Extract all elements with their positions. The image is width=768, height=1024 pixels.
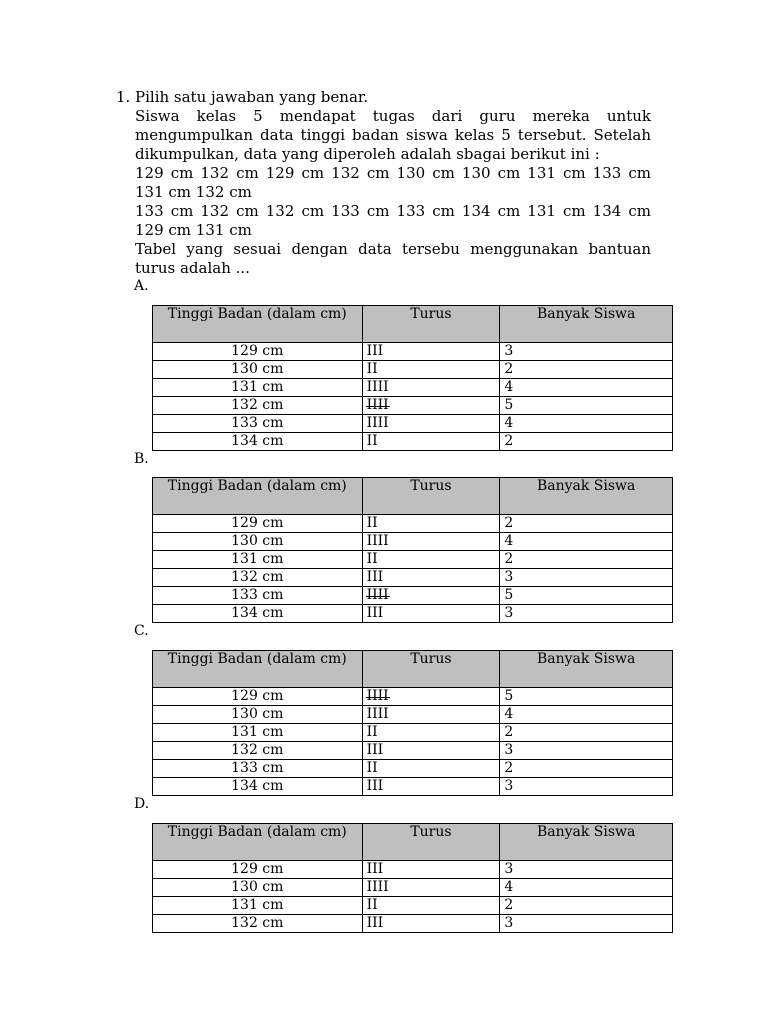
count-cell: 2 bbox=[500, 515, 673, 533]
tally-mark: III bbox=[366, 861, 384, 877]
data-line-1: 129 cm 132 cm 129 cm 132 cm 130 cm 130 cm 131 cm 133 cm bbox=[135, 164, 651, 182]
count-cell: 3 bbox=[500, 915, 673, 933]
tally-five-mark: IIII bbox=[366, 587, 389, 603]
tally-five-mark: IIII bbox=[366, 397, 389, 413]
option-b-label[interactable]: B. bbox=[134, 451, 149, 467]
count-cell: 4 bbox=[500, 533, 673, 551]
header-count: Banyak Siswa bbox=[500, 306, 673, 343]
table-row bbox=[153, 706, 673, 724]
tally-mark: III bbox=[366, 778, 384, 794]
height-cell: 130 cm bbox=[153, 361, 363, 379]
option-d-label[interactable]: D. bbox=[134, 796, 150, 812]
tally-mark: III bbox=[366, 605, 384, 621]
table-row bbox=[153, 605, 673, 623]
tally-cell bbox=[362, 551, 500, 569]
option-a-label[interactable]: A. bbox=[134, 278, 149, 294]
tally-cell bbox=[362, 861, 500, 879]
table-row bbox=[153, 742, 673, 760]
table-row bbox=[153, 515, 673, 533]
header-tally: Turus bbox=[362, 824, 500, 861]
count-cell: 4 bbox=[500, 706, 673, 724]
tally-cell bbox=[362, 688, 500, 706]
height-cell: 133 cm bbox=[153, 415, 363, 433]
table-row bbox=[153, 897, 673, 915]
tally-mark: II bbox=[366, 515, 378, 531]
option-b-table bbox=[152, 477, 673, 623]
table-row bbox=[153, 587, 673, 605]
data-line-4: 129 cm 131 cm bbox=[135, 221, 252, 239]
header-count: Banyak Siswa bbox=[500, 651, 673, 688]
tally-cell bbox=[362, 879, 500, 897]
height-cell: 133 cm bbox=[153, 760, 363, 778]
tally-mark: III bbox=[366, 569, 384, 585]
height-cell: 132 cm bbox=[153, 569, 363, 587]
question-number: 1. bbox=[116, 88, 131, 106]
count-cell: 3 bbox=[500, 569, 673, 587]
count-cell: 2 bbox=[500, 551, 673, 569]
option-a-table bbox=[152, 305, 673, 451]
count-cell: 2 bbox=[500, 760, 673, 778]
option-c-label[interactable]: C. bbox=[134, 623, 149, 639]
count-cell: 5 bbox=[500, 587, 673, 605]
count-cell: 4 bbox=[500, 879, 673, 897]
tally-mark: IIII bbox=[366, 533, 389, 549]
height-cell: 134 cm bbox=[153, 433, 363, 451]
table-row bbox=[153, 433, 673, 451]
count-cell: 2 bbox=[500, 361, 673, 379]
tally-cell bbox=[362, 343, 500, 361]
tally-mark: III bbox=[366, 915, 384, 931]
height-cell: 134 cm bbox=[153, 605, 363, 623]
height-cell: 129 cm bbox=[153, 861, 363, 879]
height-cell: 132 cm bbox=[153, 397, 363, 415]
table-row bbox=[153, 551, 673, 569]
tally-cell bbox=[362, 587, 500, 605]
tally-mark: IIII bbox=[366, 706, 389, 722]
height-cell: 131 cm bbox=[153, 551, 363, 569]
tally-cell bbox=[362, 397, 500, 415]
tally-mark: II bbox=[366, 724, 378, 740]
tally-mark: IIII bbox=[366, 879, 389, 895]
height-cell: 130 cm bbox=[153, 706, 363, 724]
header-tally: Turus bbox=[362, 651, 500, 688]
tally-mark: III bbox=[366, 343, 384, 359]
tally-cell bbox=[362, 760, 500, 778]
count-cell: 2 bbox=[500, 724, 673, 742]
tally-cell bbox=[362, 706, 500, 724]
option-d-table bbox=[152, 823, 673, 933]
question-text bbox=[135, 88, 651, 278]
prompt-line-2: turus adalah ... bbox=[135, 259, 250, 277]
table-row bbox=[153, 724, 673, 742]
count-cell: 5 bbox=[500, 397, 673, 415]
table-row bbox=[153, 397, 673, 415]
question-instruction: Pilih satu jawaban yang benar. bbox=[135, 88, 369, 106]
prompt-line-1: Tabel yang sesuai dengan data tersebu menggunakan bantuan bbox=[135, 240, 651, 258]
table-row bbox=[153, 343, 673, 361]
height-cell: 131 cm bbox=[153, 724, 363, 742]
tally-mark: II bbox=[366, 361, 378, 377]
count-cell: 3 bbox=[500, 742, 673, 760]
table-row bbox=[153, 778, 673, 796]
tally-cell bbox=[362, 361, 500, 379]
height-cell: 129 cm bbox=[153, 343, 363, 361]
tally-cell bbox=[362, 915, 500, 933]
header-height: Tinggi Badan (dalam cm) bbox=[153, 478, 363, 515]
data-line-2: 131 cm 132 cm bbox=[135, 183, 252, 201]
tally-cell bbox=[362, 569, 500, 587]
header-height: Tinggi Badan (dalam cm) bbox=[153, 824, 363, 861]
count-cell: 3 bbox=[500, 778, 673, 796]
count-cell: 4 bbox=[500, 415, 673, 433]
tally-cell bbox=[362, 379, 500, 397]
tally-cell bbox=[362, 533, 500, 551]
table-row bbox=[153, 915, 673, 933]
count-cell: 3 bbox=[500, 861, 673, 879]
collected-line: dikumpulkan, data yang diperoleh adalah sbagai berikut ini : bbox=[135, 145, 600, 163]
header-height: Tinggi Badan (dalam cm) bbox=[153, 651, 363, 688]
count-cell: 3 bbox=[500, 605, 673, 623]
table-row bbox=[153, 760, 673, 778]
count-cell: 4 bbox=[500, 379, 673, 397]
count-cell: 3 bbox=[500, 343, 673, 361]
tally-cell bbox=[362, 778, 500, 796]
height-cell: 132 cm bbox=[153, 742, 363, 760]
tally-cell bbox=[362, 742, 500, 760]
story-line-2: mengumpulkan data tinggi badan siswa kelas 5 tersebut. Setelah bbox=[135, 126, 651, 144]
tally-mark: II bbox=[366, 551, 378, 567]
table-row bbox=[153, 688, 673, 706]
height-cell: 129 cm bbox=[153, 515, 363, 533]
height-cell: 133 cm bbox=[153, 587, 363, 605]
header-tally: Turus bbox=[362, 306, 500, 343]
header-count: Banyak Siswa bbox=[500, 478, 673, 515]
table-row bbox=[153, 415, 673, 433]
table-row bbox=[153, 361, 673, 379]
tally-five-mark: IIII bbox=[366, 688, 389, 704]
tally-cell bbox=[362, 897, 500, 915]
table-row bbox=[153, 861, 673, 879]
tally-mark: II bbox=[366, 433, 378, 449]
header-count: Banyak Siswa bbox=[500, 824, 673, 861]
header-tally: Turus bbox=[362, 478, 500, 515]
header-height: Tinggi Badan (dalam cm) bbox=[153, 306, 363, 343]
tally-cell bbox=[362, 433, 500, 451]
tally-mark: II bbox=[366, 897, 378, 913]
tally-cell bbox=[362, 724, 500, 742]
count-cell: 2 bbox=[500, 897, 673, 915]
height-cell: 130 cm bbox=[153, 879, 363, 897]
height-cell: 134 cm bbox=[153, 778, 363, 796]
height-cell: 132 cm bbox=[153, 915, 363, 933]
tally-mark: IIII bbox=[366, 415, 389, 431]
tally-mark: IIII bbox=[366, 379, 389, 395]
tally-mark: II bbox=[366, 760, 378, 776]
table-row bbox=[153, 569, 673, 587]
option-c-table bbox=[152, 650, 673, 796]
table-row bbox=[153, 533, 673, 551]
data-line-3: 133 cm 132 cm 132 cm 133 cm 133 cm 134 cm 131 cm 134 cm bbox=[135, 202, 651, 220]
height-cell: 130 cm bbox=[153, 533, 363, 551]
table-row bbox=[153, 879, 673, 897]
tally-cell bbox=[362, 605, 500, 623]
tally-cell bbox=[362, 515, 500, 533]
count-cell: 2 bbox=[500, 433, 673, 451]
height-cell: 129 cm bbox=[153, 688, 363, 706]
count-cell: 5 bbox=[500, 688, 673, 706]
story-line-1: Siswa kelas 5 mendapat tugas dari guru mereka untuk bbox=[135, 107, 651, 125]
height-cell: 131 cm bbox=[153, 897, 363, 915]
tally-mark: III bbox=[366, 742, 384, 758]
tally-cell bbox=[362, 415, 500, 433]
table-row bbox=[153, 379, 673, 397]
height-cell: 131 cm bbox=[153, 379, 363, 397]
